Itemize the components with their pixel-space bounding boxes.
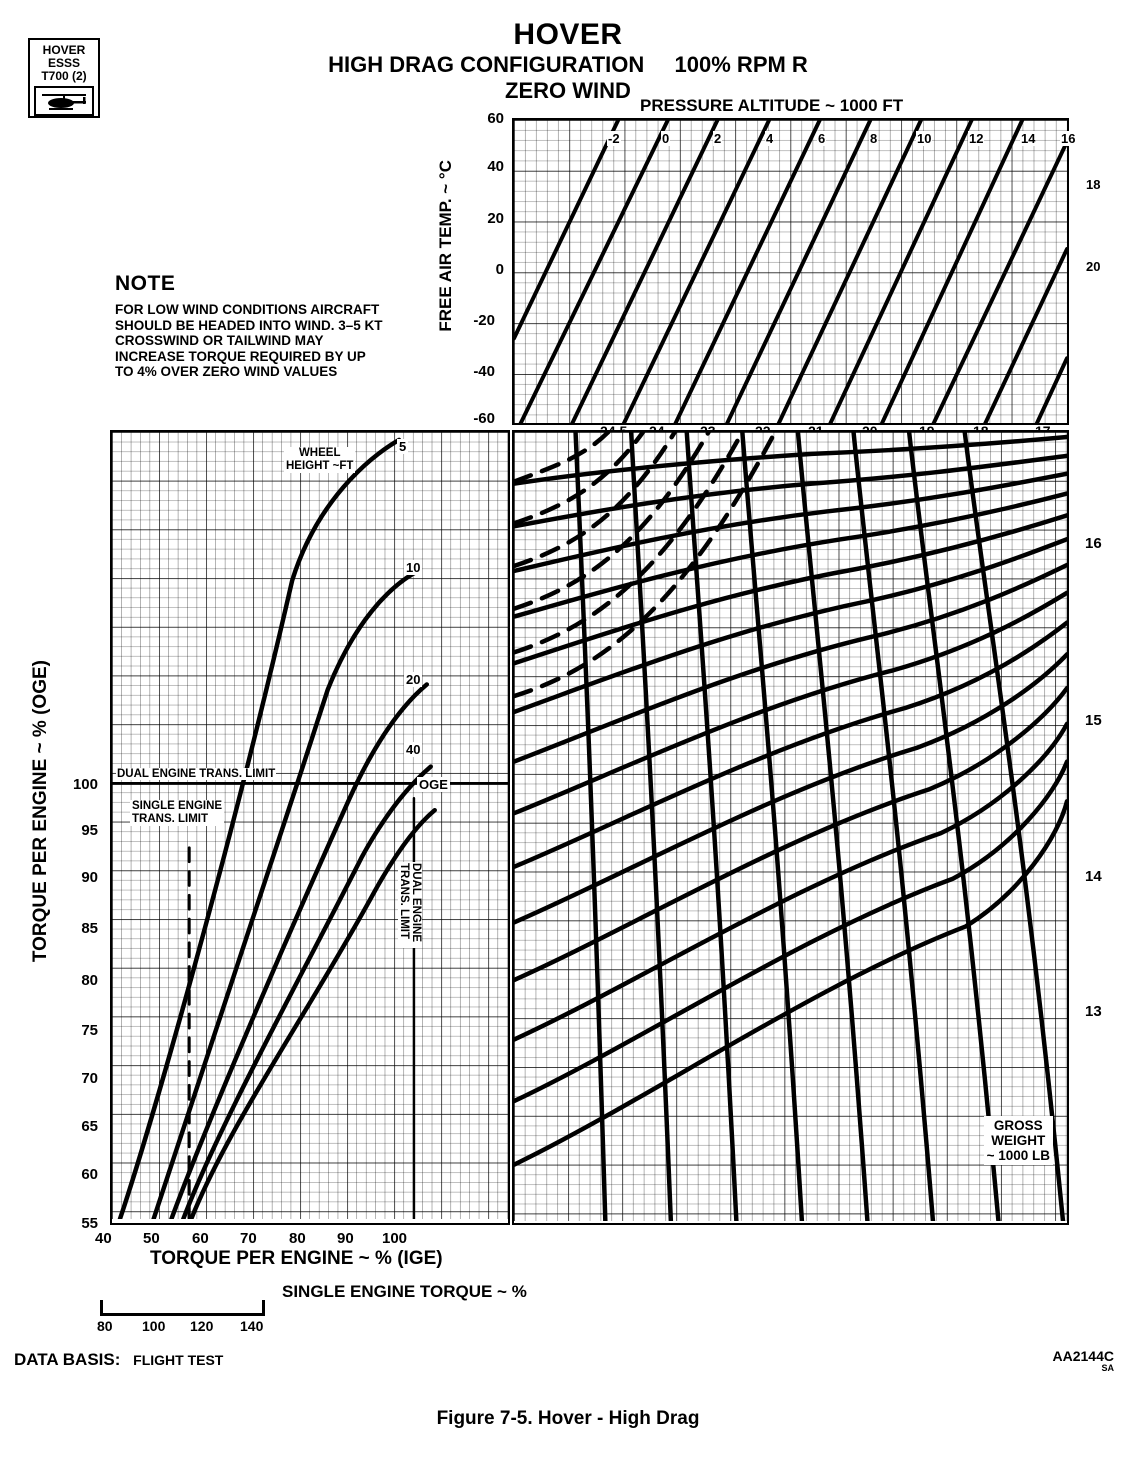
document-id-sub: SA	[1101, 1363, 1114, 1373]
wheel-height-family-label: WHEEL HEIGHT ~FT	[286, 447, 354, 472]
top-chart-title: PRESSURE ALTITUDE ~ 1000 FT	[640, 96, 904, 115]
gross-weight-panel	[512, 430, 1069, 1225]
dual-engine-trans-limit-label: DUAL ENGINE TRANS. LIMIT	[117, 768, 276, 780]
se-tick-80: 80	[97, 1318, 113, 1334]
curve-label-20: 20	[406, 672, 421, 687]
page-title	[0, 18, 1136, 104]
xtick-40: 40	[95, 1230, 112, 1247]
top-ytick-m60: -60	[473, 410, 495, 427]
se-tick-120: 120	[190, 1318, 214, 1334]
ytick-95: 95	[81, 822, 98, 839]
single-engine-trans-limit-label: SINGLE ENGINE TRANS. LIMIT	[132, 800, 223, 825]
note-body: FOR LOW WIND CONDITIONS AIRCRAFT SHOULD BE HEADED INTO WIND. 3–5 KT CROSSWIND OR TAILWIND MAY INCREASE TORQUE REQUIRED BY UP TO 4% OVER ZERO WIND VALUES	[115, 302, 383, 379]
gw-right-15: 15	[1085, 712, 1102, 729]
single-engine-torque-scale	[100, 1300, 265, 1316]
xtick-70: 70	[240, 1230, 257, 1247]
badge-line-1: HOVER	[42, 43, 86, 57]
top-chart-ylabel: FREE AIR TEMP. ~ °C	[436, 160, 455, 332]
gross-weight-curves	[514, 432, 1067, 1221]
gw-right-16: 16	[1085, 535, 1102, 552]
xtick-60: 60	[192, 1230, 209, 1247]
pa-label--2: -2	[608, 131, 620, 146]
curve-label-10: 10	[406, 560, 421, 575]
pa-label-16: 16	[1061, 131, 1076, 146]
ytick-65: 65	[81, 1118, 98, 1135]
curve-label-40: 40	[406, 742, 421, 757]
ytick-90: 90	[81, 869, 98, 886]
curve-label-oge: OGE	[419, 777, 448, 792]
badge-line-3: T700 (2)	[41, 69, 87, 83]
se-tick-100: 100	[142, 1318, 166, 1334]
xtick-50: 50	[143, 1230, 160, 1247]
ytick-60: 60	[81, 1166, 98, 1183]
figure-caption: Figure 7-5. Hover - High Drag	[436, 1408, 700, 1429]
gw-right-14: 14	[1085, 868, 1102, 885]
title-line-1: HOVER	[513, 18, 623, 51]
badge-line-2: ESSS	[47, 56, 80, 70]
pa-label-6: 6	[818, 131, 826, 146]
data-basis-value: FLIGHT TEST	[133, 1352, 224, 1368]
single-engine-torque-label: SINGLE ENGINE TORQUE ~ %	[282, 1282, 527, 1301]
pa-label-18: 18	[1086, 177, 1101, 192]
pa-label-0: 0	[662, 131, 670, 146]
title-rpm: 100% RPM R	[674, 52, 808, 77]
data-basis-label: DATA BASIS:	[14, 1350, 121, 1369]
title-line-2	[0, 52, 1136, 78]
pa-label-10: 10	[917, 131, 932, 146]
top-ytick-m40: -40	[473, 363, 495, 380]
ytick-100: 100	[72, 776, 98, 793]
xtick-80: 80	[289, 1230, 306, 1247]
top-chart-panel	[512, 118, 1069, 425]
pa-label-2: 2	[714, 131, 722, 146]
ytick-85: 85	[81, 920, 98, 937]
pa-label-12: 12	[969, 131, 984, 146]
curve-label-5: 5	[399, 439, 407, 454]
top-ytick-m20: -20	[473, 312, 495, 329]
pa-label-20: 20	[1086, 259, 1101, 274]
se-tick-140: 140	[240, 1318, 264, 1334]
top-ytick-60: 60	[487, 110, 504, 127]
xtick-100: 100	[382, 1230, 408, 1247]
top-chart-curves	[514, 120, 1067, 425]
top-ytick-0: 0	[495, 261, 504, 278]
top-ytick-20: 20	[487, 210, 504, 227]
document-id-value: AA2144C	[1052, 1348, 1114, 1364]
title-config: HIGH DRAG CONFIGURATION	[328, 52, 645, 77]
top-ytick-40: 40	[487, 158, 504, 175]
torque-chart-panel	[110, 430, 510, 1225]
pa-label-8: 8	[870, 131, 878, 146]
pa-label-14: 14	[1021, 131, 1036, 146]
xtick-90: 90	[337, 1230, 354, 1247]
pa-label-4: 4	[766, 131, 774, 146]
ytick-75: 75	[81, 1022, 98, 1039]
torque-chart-xlabel: TORQUE PER ENGINE ~ % (IGE)	[150, 1248, 443, 1269]
title-line-3: ZERO WIND	[505, 78, 631, 103]
dual-engine-trans-limit-vertical-label: DUAL ENGINE TRANS. LIMIT	[398, 862, 422, 948]
note-block	[115, 272, 385, 380]
ytick-70: 70	[81, 1070, 98, 1087]
ytick-80: 80	[81, 972, 98, 989]
ytick-55: 55	[81, 1215, 98, 1232]
document-id	[1053, 1348, 1114, 1373]
note-heading: NOTE	[115, 272, 176, 295]
torque-chart-ylabel: TORQUE PER ENGINE ~ % (OGE)	[30, 660, 51, 963]
data-basis	[14, 1350, 223, 1370]
gw-right-13: 13	[1085, 1003, 1102, 1020]
gross-weight-label: GROSS WEIGHT ~ 1000 LB	[984, 1116, 1053, 1165]
